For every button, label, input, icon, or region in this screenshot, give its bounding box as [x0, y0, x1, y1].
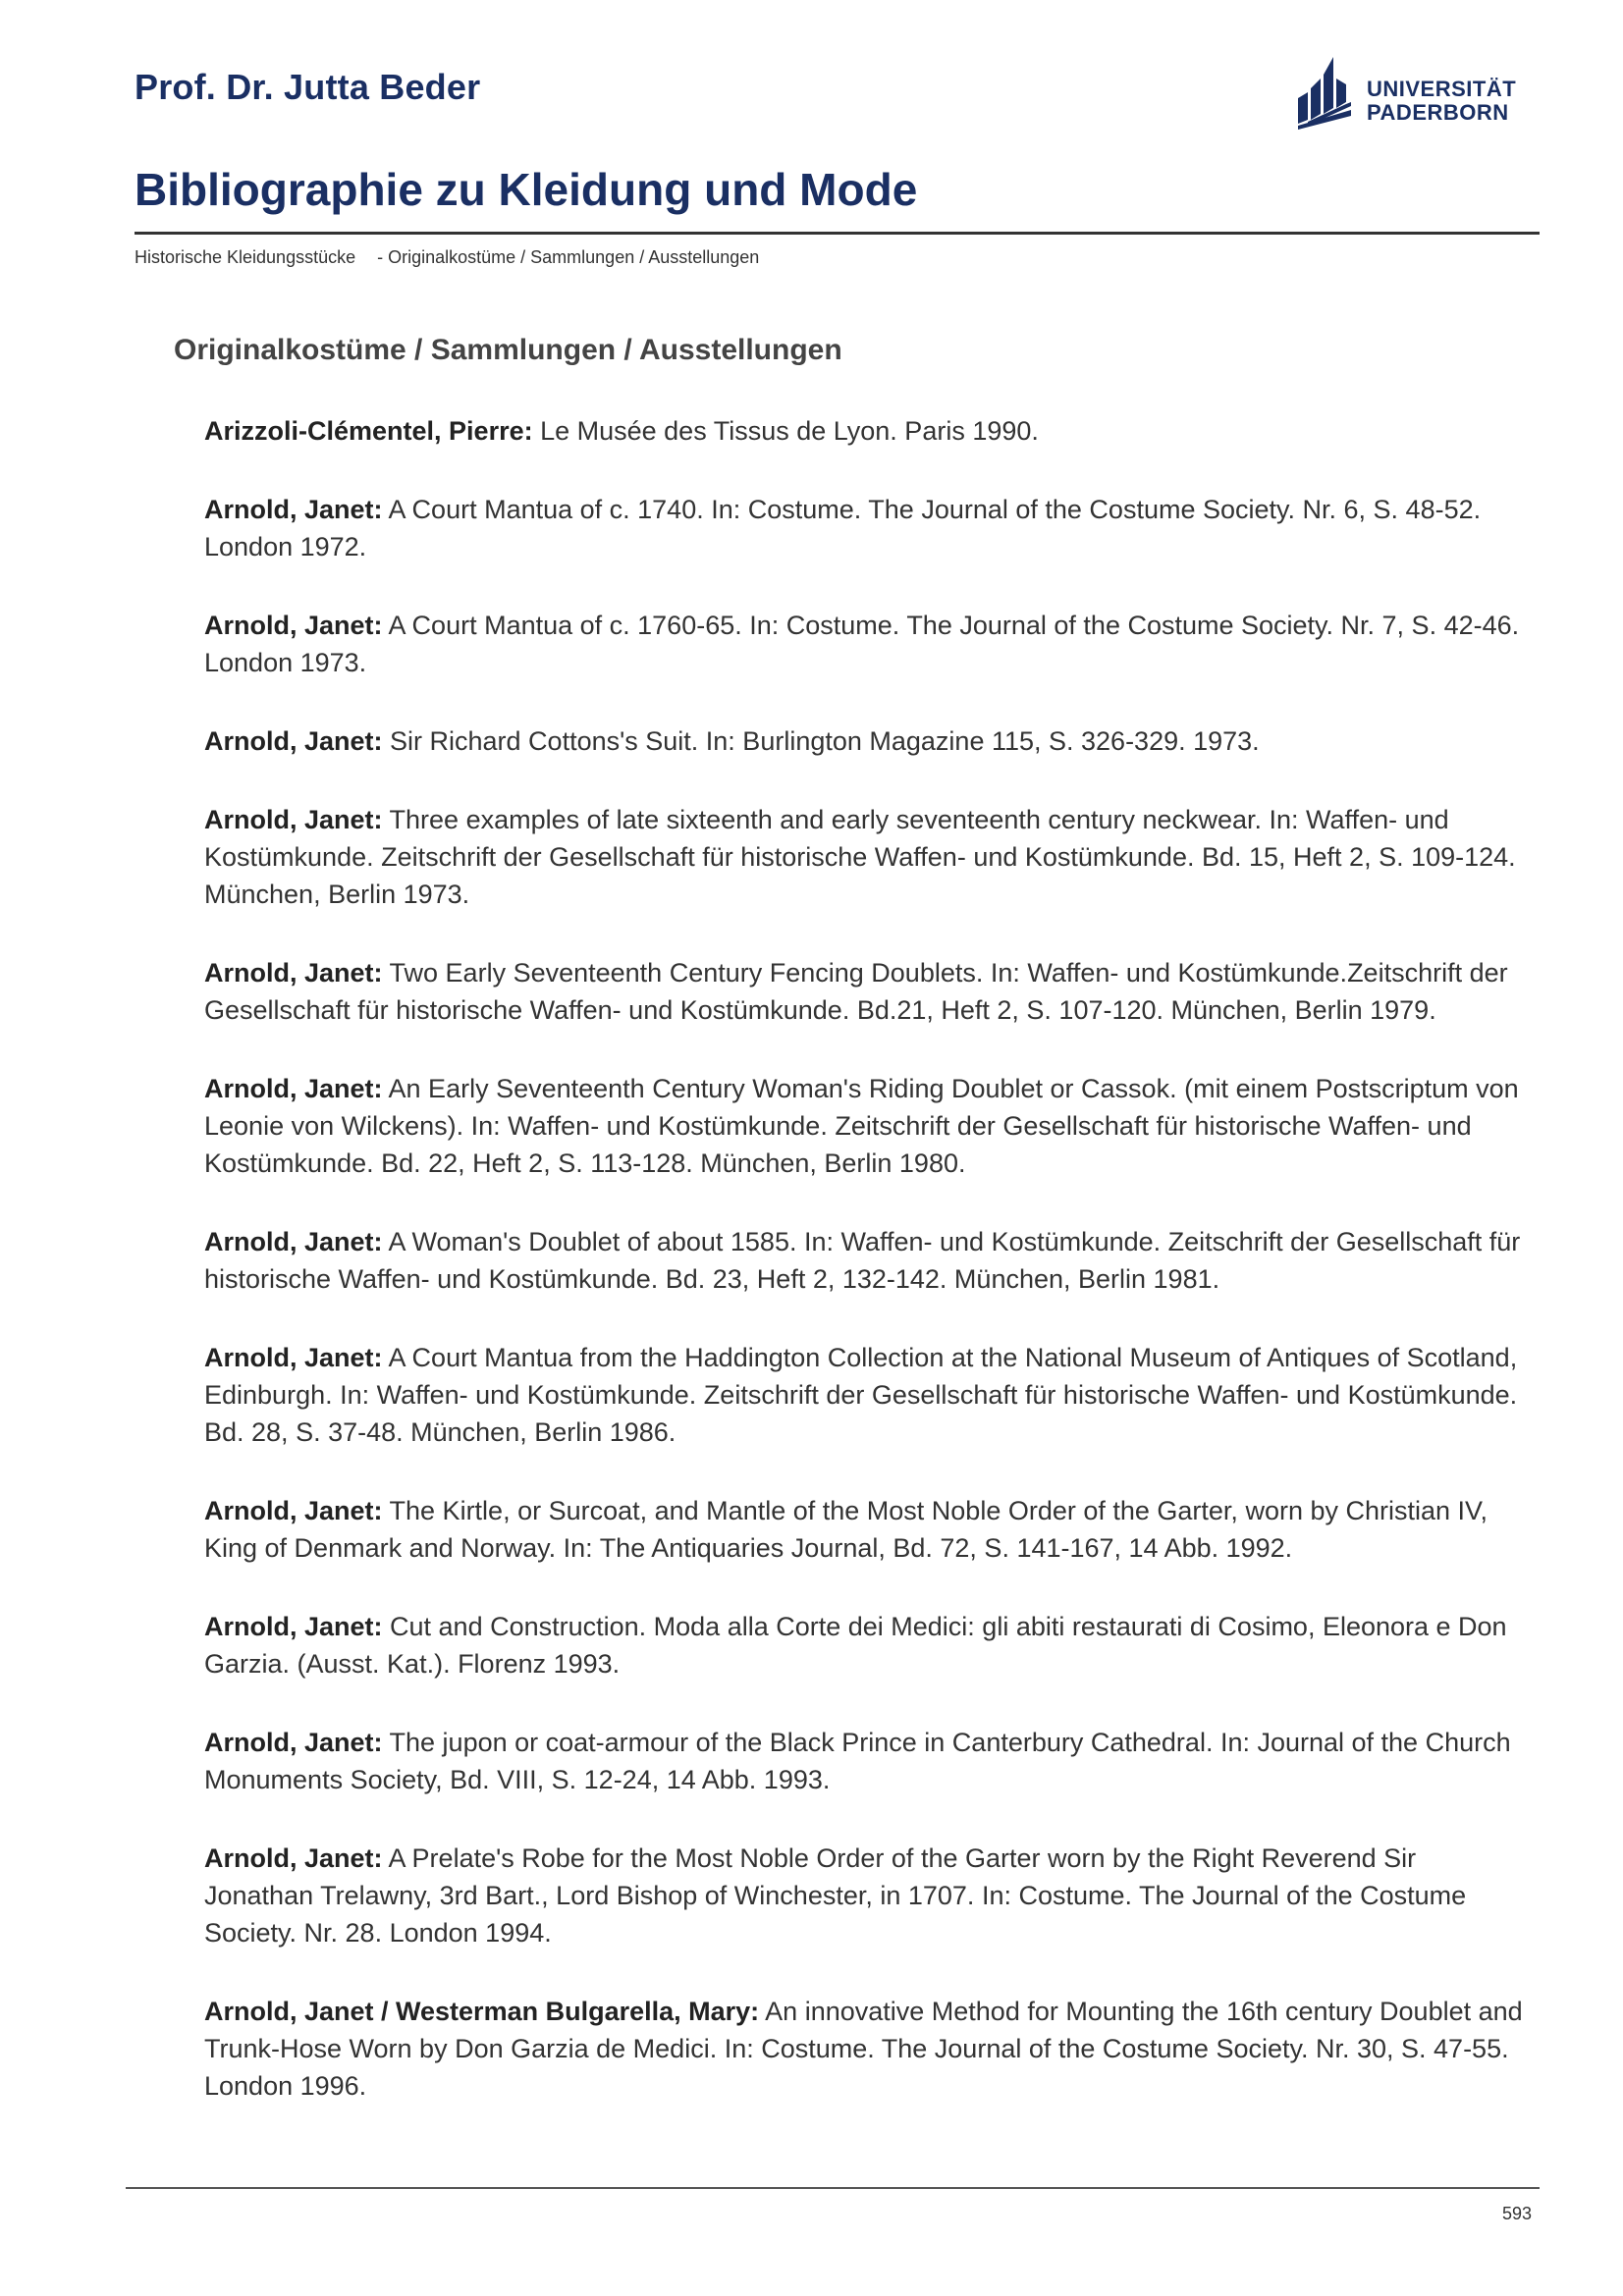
- bibliography-entry: [204, 1492, 1532, 1567]
- breadcrumb-item-subcategory[interactable]: - Originalkostüme / Sammlungen / Ausstellungen: [377, 247, 760, 267]
- entry-author: Arnold, Janet:: [204, 1074, 383, 1103]
- university-logo[interactable]: [1294, 51, 1530, 130]
- entry-author: Arnold, Janet:: [204, 726, 383, 756]
- entry-text: An innovative Method for Mounting the 16th century Doublet and Trunk-Hose Worn by Don Garzia de Medici. In: Costume. The Journal of the Costume Society. Nr. 30, S. 47-55. London 1996.: [204, 1997, 1523, 2101]
- entry-author: Arnold, Janet:: [204, 958, 383, 988]
- entry-author: Arnold, Janet:: [204, 1227, 383, 1256]
- bibliography-entry: [204, 607, 1532, 681]
- entry-text: Cut and Construction. Moda alla Corte dei Medici: gli abiti restaurati di Cosimo, Eleonora e Don Garzia. (Ausst. Kat.). Florenz 1993.: [204, 1612, 1507, 1679]
- page-title: Bibliographie zu Kleidung und Mode: [135, 164, 918, 215]
- bibliography-entry: [204, 1840, 1532, 1951]
- entry-author: Arnold, Janet:: [204, 611, 383, 640]
- entry-author: Arnold, Janet:: [204, 1343, 383, 1372]
- bibliography-entry: [204, 491, 1532, 565]
- bibliography-entry: [204, 1608, 1532, 1682]
- entry-text: A Woman's Doublet of about 1585. In: Waffen- und Kostümkunde. Zeitschrift der Gesellschaft für historische Waffen- und Kostümkunde. Bd. 23, Heft 2, 132-142. München, Berlin 1981.: [204, 1227, 1521, 1294]
- university-building-logo-icon: [1294, 51, 1357, 130]
- entry-author: Arnold, Janet:: [204, 805, 383, 834]
- logo-text-line1: UNIVERSITÄT: [1367, 77, 1517, 101]
- breadcrumb: [135, 247, 759, 268]
- header-divider: [135, 232, 1540, 235]
- section-heading: Originalkostüme / Sammlungen / Ausstellungen: [174, 334, 842, 366]
- bibliography-entry: [204, 1724, 1532, 1798]
- page-number: 593: [1501, 2204, 1532, 2223]
- entry-author: Arizzoli-Clémentel, Pierre:: [204, 416, 533, 446]
- bibliography-entry: [204, 801, 1532, 913]
- entry-text: An Early Seventeenth Century Woman's Riding Doublet or Cassok. (mit einem Postscriptum von Leonie von Wilckens). In: Waffen- und Kostümkunde. Zeitschrift der Gesellschaft für historische Waffen- und Kostümkunde. Bd. 22, Heft 2, S. 113-128. München, Berlin 1980.: [204, 1074, 1519, 1178]
- entry-text: Two Early Seventeenth Century Fencing Doublets. In: Waffen- und Kostümkunde.Zeitschrift der Gesellschaft für historische Waffen- und Kostümkunde. Bd.21, Heft 2, S. 107-120. München, Berlin 1979.: [204, 958, 1508, 1025]
- entry-text: Sir Richard Cottons's Suit. In: Burlington Magazine 115, S. 326-329. 1973.: [382, 726, 1260, 756]
- entry-author: Arnold, Janet:: [204, 1843, 383, 1873]
- logo-text-line2: PADERBORN: [1367, 100, 1509, 125]
- bibliography-entry: [204, 1339, 1532, 1451]
- entry-author: Arnold, Janet:: [204, 1496, 383, 1525]
- author-name: Prof. Dr. Jutta Beder: [135, 67, 481, 107]
- entry-author: Arnold, Janet / Westerman Bulgarella, Mary:: [204, 1997, 760, 2026]
- bibliography-entry: [204, 1223, 1532, 1298]
- entry-author: Arnold, Janet:: [204, 1728, 383, 1757]
- breadcrumb-item-category[interactable]: Historische Kleidungsstücke: [135, 247, 356, 267]
- entry-text: A Prelate's Robe for the Most Noble Order of the Garter worn by the Right Reverend Sir Jonathan Trelawny, 3rd Bart., Lord Bishop of Winchester, in 1707. In: Costume. The Journal of the Costume Society. Nr. 28. London 1994.: [204, 1843, 1467, 1948]
- entry-text: A Court Mantua of c. 1760-65. In: Costume. The Journal of the Costume Society. Nr. 7, S. 42-46. London 1973.: [204, 611, 1520, 677]
- bibliography-entry: [204, 412, 1532, 450]
- entry-text: A Court Mantua of c. 1740. In: Costume. The Journal of the Costume Society. Nr. 6, S. 48-52. London 1972.: [204, 495, 1482, 561]
- entry-text: The Kirtle, or Surcoat, and Mantle of the Most Noble Order of the Garter, worn by Christian IV, King of Denmark and Norway. In: The Antiquaries Journal, Bd. 72, S. 141-167, 14 Abb. 1992.: [204, 1496, 1488, 1563]
- bibliography-entry: [204, 1070, 1532, 1182]
- bibliography-entry: [204, 954, 1532, 1029]
- entry-text: The jupon or coat-armour of the Black Prince in Canterbury Cathedral. In: Journal of the Church Monuments Society, Bd. VIII, S. 12-24, 14 Abb. 1993.: [204, 1728, 1511, 1794]
- entry-author: Arnold, Janet:: [204, 1612, 383, 1641]
- bibliography-entry: [204, 722, 1532, 760]
- entry-author: Arnold, Janet:: [204, 495, 383, 524]
- footer-divider: [126, 2187, 1540, 2189]
- entry-text: Le Musée des Tissus de Lyon. Paris 1990.: [532, 416, 1039, 446]
- entry-text: Three examples of late sixteenth and early seventeenth century neckwear. In: Waffen- und Kostümkunde. Zeitschrift der Gesellschaft für historische Waffen- und Kostümkunde. Bd. 15, Heft 2, S. 109-124. München, Berlin 1973.: [204, 805, 1516, 909]
- bibliography-entry: [204, 1993, 1532, 2105]
- bibliography-list: [204, 412, 1532, 2146]
- entry-text: A Court Mantua from the Haddington Collection at the National Museum of Antiques of Scotland, Edinburgh. In: Waffen- und Kostümkunde. Zeitschrift der Gesellschaft für historische Waffen- und Kostümkunde. Bd. 28, S. 37-48. München, Berlin 1986.: [204, 1343, 1518, 1447]
